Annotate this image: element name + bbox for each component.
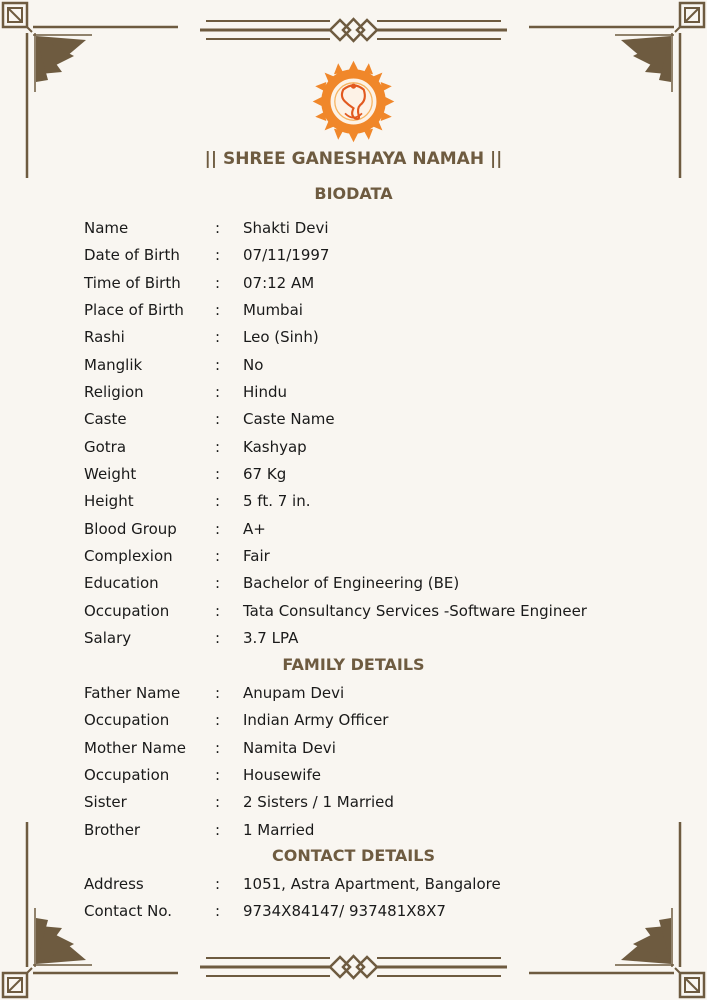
ganesha-logo-icon: [311, 59, 396, 144]
detail-value: 07:12 AM: [243, 273, 315, 292]
detail-separator: :: [215, 875, 221, 893]
section-title: BIODATA: [314, 184, 393, 203]
detail-label: Height: [84, 492, 134, 511]
detail-value: 5 ft. 7 in.: [243, 492, 311, 511]
detail-label: Caste: [84, 410, 127, 429]
detail-value: 1 Married: [243, 820, 315, 839]
detail-value: Namita Devi: [243, 738, 336, 757]
detail-separator: :: [215, 273, 221, 292]
detail-label: Name: [84, 219, 129, 237]
detail-value: No: [243, 355, 264, 374]
detail-row: [84, 463, 664, 485]
detail-label: Sister: [84, 793, 127, 812]
mantra-heading: || SHREE GANESHAYA NAMAH ||: [204, 149, 503, 169]
detail-value: 67 Kg: [243, 465, 287, 483]
detail-row: [84, 217, 664, 239]
detail-separator: :: [215, 629, 221, 647]
detail-value: Bachelor of Engineering (BE): [243, 574, 460, 593]
detail-value: Indian Army Officer: [243, 711, 389, 730]
detail-separator: :: [215, 328, 221, 347]
detail-separator: :: [215, 793, 221, 812]
detail-row: [84, 408, 664, 430]
detail-separator: :: [215, 574, 221, 593]
detail-row: [84, 244, 664, 266]
detail-label: Gotra: [84, 437, 127, 456]
detail-label: Manglik: [84, 355, 143, 374]
detail-separator: :: [215, 547, 221, 565]
detail-label: Brother: [84, 820, 141, 839]
detail-row: [84, 900, 664, 922]
detail-value: Leo (Sinh): [243, 328, 319, 347]
detail-label: Blood Group: [84, 519, 177, 538]
detail-separator: :: [215, 738, 221, 757]
detail-row: [84, 819, 664, 841]
detail-label: Time of Birth: [84, 273, 181, 292]
detail-separator: :: [215, 246, 221, 265]
detail-row: [84, 682, 664, 704]
detail-label: Education: [84, 574, 159, 593]
detail-separator: :: [215, 684, 221, 702]
section-title: FAMILY DETAILS: [282, 655, 425, 674]
detail-row: [84, 518, 664, 540]
detail-label: Address: [84, 875, 144, 893]
detail-label: Religion: [84, 383, 144, 401]
detail-value: Mumbai: [243, 301, 303, 319]
detail-row: [84, 791, 664, 813]
detail-separator: :: [215, 519, 221, 538]
detail-separator: :: [215, 902, 221, 921]
detail-label: Place of Birth: [84, 301, 184, 319]
detail-row: [84, 436, 664, 458]
detail-row: [84, 764, 664, 786]
detail-row: [84, 326, 664, 348]
detail-value: Hindu: [243, 383, 287, 401]
detail-value: 07/11/1997: [243, 246, 330, 265]
detail-label: Occupation: [84, 601, 170, 620]
detail-separator: :: [215, 766, 221, 784]
detail-value: Kashyap: [243, 437, 307, 456]
detail-row: [84, 299, 664, 321]
detail-label: Occupation: [84, 711, 170, 730]
detail-value: 1051, Astra Apartment, Bangalore: [243, 875, 501, 893]
detail-separator: :: [215, 355, 221, 374]
detail-separator: :: [215, 601, 221, 620]
detail-separator: :: [215, 410, 221, 429]
detail-value: 9734X84147/ 937481X8X7: [243, 902, 446, 921]
detail-separator: :: [215, 492, 221, 511]
detail-label: Father Name: [84, 684, 181, 702]
detail-separator: :: [215, 711, 221, 730]
detail-row: [84, 572, 664, 594]
detail-separator: :: [215, 465, 221, 483]
detail-row: [84, 354, 664, 376]
detail-label: Occupation: [84, 766, 170, 784]
detail-value: Fair: [243, 547, 270, 565]
detail-row: [84, 627, 664, 649]
detail-row: [84, 272, 664, 294]
detail-row: [84, 873, 664, 895]
detail-separator: :: [215, 437, 221, 456]
detail-label: Contact No.: [84, 902, 173, 921]
detail-row: [84, 490, 664, 512]
detail-label: Mother Name: [84, 738, 186, 757]
detail-separator: :: [215, 219, 221, 237]
detail-value: Caste Name: [243, 410, 335, 429]
detail-value: 3.7 LPA: [243, 629, 299, 647]
detail-separator: :: [215, 301, 221, 319]
detail-value: Tata Consultancy Services -Software Engineer: [243, 601, 587, 620]
detail-row: [84, 737, 664, 759]
detail-row: [84, 545, 664, 567]
detail-value: Shakti Devi: [243, 219, 329, 237]
section-title: CONTACT DETAILS: [272, 846, 435, 865]
detail-separator: :: [215, 383, 221, 401]
detail-row: [84, 381, 664, 403]
detail-label: Date of Birth: [84, 246, 180, 265]
detail-row: [84, 600, 664, 622]
detail-label: Weight: [84, 465, 137, 483]
detail-row: [84, 709, 664, 731]
detail-label: Rashi: [84, 328, 125, 347]
detail-value: A+: [243, 519, 266, 538]
detail-value: 2 Sisters / 1 Married: [243, 793, 394, 812]
detail-label: Salary: [84, 629, 132, 647]
detail-value: Housewife: [243, 766, 321, 784]
detail-label: Complexion: [84, 547, 173, 565]
detail-value: Anupam Devi: [243, 684, 345, 702]
detail-separator: :: [215, 820, 221, 839]
